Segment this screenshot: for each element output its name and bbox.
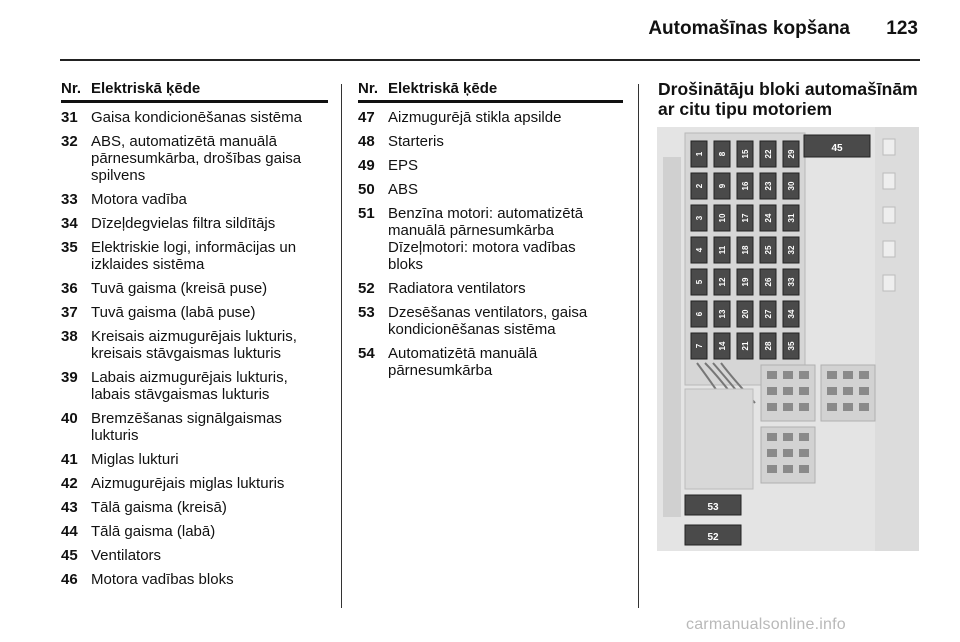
table-row — [61, 133, 328, 184]
relay-pin — [799, 433, 809, 441]
column-header-nr: Nr. — [61, 80, 82, 97]
housing-clip — [883, 241, 895, 257]
table-row — [61, 547, 328, 564]
fuse-slot-label: 1 — [695, 151, 704, 157]
fuse-slot-label: 18 — [741, 245, 750, 255]
table-row — [61, 328, 328, 362]
relay-pin — [827, 371, 837, 379]
table-row — [358, 280, 623, 297]
circuit-description — [91, 499, 328, 516]
fuse-number: 41 — [61, 451, 78, 468]
fuse-number: 42 — [61, 475, 78, 492]
circuit-description-line: Starteris — [388, 133, 444, 150]
fuse-slot-label: 19 — [741, 277, 750, 287]
fuse-slot-label: 31 — [787, 213, 796, 223]
fuse-slot-label: 11 — [718, 245, 727, 255]
fuse-number: 54 — [358, 345, 375, 362]
circuit-description-line: Tālā gaisma (labā) — [91, 523, 216, 540]
housing-clip — [883, 275, 895, 291]
relay-pin — [799, 449, 809, 457]
fuse-slot-label: 4 — [695, 247, 704, 253]
table-row — [358, 133, 623, 150]
relay-pin — [859, 403, 869, 411]
big-fuse-label: 45 — [831, 143, 843, 154]
table-row — [61, 109, 328, 126]
fuse-slot-label: 3 — [695, 215, 704, 221]
relay-pin — [799, 387, 809, 395]
fuse-number: 45 — [61, 547, 78, 564]
circuit-description-line: Tālā gaisma (kreisā) — [91, 499, 227, 516]
fuse-slot-label: 20 — [741, 309, 750, 319]
circuit-description — [91, 571, 328, 588]
page-header-title: Automašīnas kopšana — [648, 18, 850, 39]
housing-edge — [663, 157, 681, 517]
circuit-description-line: bloks — [388, 256, 424, 273]
relay-pin — [783, 465, 793, 473]
circuit-description — [91, 369, 328, 403]
table-header — [358, 80, 623, 103]
table-row — [61, 410, 328, 444]
table-row — [61, 191, 328, 208]
fuse-slot-label: 15 — [741, 149, 750, 159]
circuit-description-line: kondicionēšanas sistēma — [388, 321, 556, 338]
relay-pin — [783, 371, 793, 379]
fuse-number: 43 — [61, 499, 78, 516]
fuse-number: 44 — [61, 523, 78, 540]
fuse-number: 48 — [358, 133, 375, 150]
fuse-number: 46 — [61, 571, 78, 588]
circuit-description — [91, 280, 328, 297]
table-header — [61, 80, 328, 103]
circuit-description-line: Dzesēšanas ventilators, gaisa — [388, 304, 588, 321]
fuse-number: 51 — [358, 205, 375, 222]
table-row — [61, 304, 328, 321]
circuit-description-line: kreisais stāvgaismas lukturis — [91, 345, 282, 362]
circuit-description — [91, 328, 328, 362]
circuit-description-line: Aizmugurējais miglas lukturis — [91, 475, 285, 492]
circuit-description-line: Dīzeļdegvielas filtra sildītājs — [91, 215, 276, 232]
circuit-description-line: Kreisais aizmugurējais lukturis, — [91, 328, 297, 345]
relay-pin — [767, 433, 777, 441]
circuit-description — [388, 181, 623, 198]
table-row — [358, 304, 623, 338]
relay-pin — [767, 465, 777, 473]
circuit-description-line: Ventilators — [91, 547, 162, 564]
circuit-description-line: Gaisa kondicionēšanas sistēma — [91, 109, 302, 126]
relay-pin — [827, 387, 837, 395]
fuse-number: 36 — [61, 280, 78, 297]
relay-pin — [767, 387, 777, 395]
circuit-description-line: Automatizētā manuālā — [388, 345, 538, 362]
watermark: carmanualsonline.info — [686, 616, 846, 633]
circuit-description-line: Labais aizmugurējais lukturis, — [91, 369, 288, 386]
housing-clip — [883, 173, 895, 189]
fuse-number: 49 — [358, 157, 375, 174]
circuit-description-line: Elektriskie logi, informācijas un — [91, 239, 297, 256]
fuse-slot-label: 10 — [718, 213, 727, 223]
fuse-number: 40 — [61, 410, 78, 427]
fuse-slot-label: 12 — [718, 277, 727, 287]
column-divider-left — [341, 84, 342, 608]
fuse-number: 39 — [61, 369, 78, 386]
fuse-slot-label: 21 — [741, 341, 750, 351]
circuit-description-line: Aizmugurējā stikla apsilde — [388, 109, 562, 126]
fuse-slot-label: 32 — [787, 245, 796, 255]
relay-pin — [799, 371, 809, 379]
table-row — [358, 205, 623, 273]
section-heading-line: ar citu tipu motoriem — [658, 99, 833, 119]
fuse-box-diagram — [657, 127, 919, 551]
fuse-slot-label: 29 — [787, 149, 796, 159]
circuit-description — [388, 280, 623, 297]
circuit-description — [91, 475, 328, 492]
circuit-description-line: manuālā pārnesumkārba — [388, 222, 554, 239]
circuit-description-line: Motora vadība — [91, 191, 187, 208]
circuit-description — [91, 239, 328, 273]
circuit-description — [388, 109, 623, 126]
fuse-slot-label: 23 — [764, 181, 773, 191]
circuit-description-line: Benzīna motori: automatizētā — [388, 205, 584, 222]
fuse-number: 33 — [61, 191, 78, 208]
circuit-description-line: ABS, automatizētā manuālā — [91, 133, 277, 150]
fuse-slot-label: 30 — [787, 181, 796, 191]
circuit-description — [91, 133, 328, 184]
fuse-slot-label: 34 — [787, 309, 796, 319]
circuit-description — [388, 304, 623, 338]
fuse-slot-label: 13 — [718, 309, 727, 319]
connector-block — [685, 389, 753, 489]
fuse-number: 38 — [61, 328, 78, 345]
fuse-slot-label: 27 — [764, 309, 773, 319]
relay-pin — [783, 387, 793, 395]
fuse-52-label: 52 — [707, 532, 719, 543]
relay-pin — [859, 371, 869, 379]
fuse-slot-label: 9 — [718, 183, 727, 189]
fuse-slot-label: 17 — [741, 213, 750, 223]
relay-pin — [767, 403, 777, 411]
circuit-description-line: lukturis — [91, 427, 139, 444]
fuse-slot-label: 2 — [695, 183, 704, 189]
circuit-description — [91, 304, 328, 321]
fuse-slot-label: 24 — [764, 213, 773, 223]
circuit-description-line: ABS — [388, 181, 419, 198]
circuit-description — [388, 157, 623, 174]
table-row — [61, 369, 328, 403]
circuit-description — [91, 547, 328, 564]
header-divider — [60, 59, 920, 61]
fuse-slot-label: 16 — [741, 181, 750, 191]
relay-pin — [767, 371, 777, 379]
circuit-description — [91, 191, 328, 208]
circuit-description — [388, 345, 623, 379]
fuse-number: 37 — [61, 304, 78, 321]
fuse-number: 34 — [61, 215, 78, 232]
fuse-slot-label: 7 — [695, 343, 704, 349]
table-row — [358, 157, 623, 174]
fuse-slot-label: 6 — [695, 311, 704, 317]
relay-pin — [843, 403, 853, 411]
fuse-table-middle — [358, 80, 623, 379]
table-row — [61, 523, 328, 540]
relay-pin — [859, 387, 869, 395]
circuit-description — [388, 205, 623, 273]
column-header-circuit: Elektriskā ķēde — [388, 80, 498, 97]
circuit-description-line: Tuvā gaisma (labā puse) — [91, 304, 256, 321]
circuit-description — [91, 523, 328, 540]
housing-side — [875, 127, 919, 551]
circuit-description — [388, 133, 623, 150]
fuse-53-label: 53 — [707, 502, 719, 513]
relay-pin — [843, 371, 853, 379]
circuit-description-line: Bremzēšanas signālgaismas — [91, 410, 282, 427]
table-row — [61, 280, 328, 297]
relay-pin — [827, 403, 837, 411]
circuit-description-line: spilvens — [91, 167, 146, 184]
fuse-slot-label: 8 — [718, 151, 727, 157]
section-heading-line: Drošinātāju bloki automašīnām — [658, 79, 918, 99]
fuse-number: 47 — [358, 109, 375, 126]
relay-pin — [799, 403, 809, 411]
circuit-description-line: EPS — [388, 157, 419, 174]
circuit-description-line: Motora vadības bloks — [91, 571, 234, 588]
relay-pin — [767, 449, 777, 457]
fuse-slot-label: 35 — [787, 341, 796, 351]
fuse-slot-label: 5 — [695, 279, 704, 285]
table-row — [61, 215, 328, 232]
table-row — [358, 109, 623, 126]
fuse-number: 52 — [358, 280, 375, 297]
fuse-slot-label: 14 — [718, 341, 727, 351]
fuse-slot-label: 33 — [787, 277, 796, 287]
housing-clip — [883, 207, 895, 223]
table-row — [61, 451, 328, 468]
section-heading — [658, 79, 928, 119]
circuit-description-line: izklaides sistēma — [91, 256, 205, 273]
fuse-table-left — [61, 80, 328, 588]
fuse-number: 31 — [61, 109, 78, 126]
relay-pin — [783, 433, 793, 441]
relay-pin — [783, 449, 793, 457]
circuit-description-line: pārnesumkārba, drošības gaisa — [91, 150, 302, 167]
fuse-slot-label: 28 — [764, 341, 773, 351]
table-row — [358, 181, 623, 198]
fuse-slot-label: 26 — [764, 277, 773, 287]
circuit-description-line: Tuvā gaisma (kreisā puse) — [91, 280, 268, 297]
circuit-description-line: Radiatora ventilators — [388, 280, 526, 297]
fuse-slot-label: 25 — [764, 245, 773, 255]
circuit-description-line: labais stāvgaismas lukturis — [91, 386, 270, 403]
relay-pin — [783, 403, 793, 411]
table-row — [61, 499, 328, 516]
column-divider-right — [638, 84, 639, 608]
page-number: 123 — [886, 18, 918, 39]
fuse-number: 53 — [358, 304, 375, 321]
table-row — [61, 571, 328, 588]
table-row — [358, 345, 623, 379]
circuit-description — [91, 109, 328, 126]
relay-pin — [799, 465, 809, 473]
circuit-description-line: pārnesumkārba — [388, 362, 493, 379]
circuit-description — [91, 215, 328, 232]
housing-clip — [883, 139, 895, 155]
fuse-number: 50 — [358, 181, 375, 198]
relay-pin — [843, 387, 853, 395]
circuit-description-line: Miglas lukturi — [91, 451, 179, 468]
column-header-circuit: Elektriskā ķēde — [91, 80, 201, 97]
fuse-number: 35 — [61, 239, 78, 256]
fuse-grid — [691, 141, 799, 359]
fuse-number: 32 — [61, 133, 78, 150]
table-row — [61, 239, 328, 273]
circuit-description-line: Dīzeļmotori: motora vadības — [388, 239, 576, 256]
column-header-nr: Nr. — [358, 80, 379, 97]
fuse-slot-label: 22 — [764, 149, 773, 159]
circuit-description — [91, 410, 328, 444]
table-row — [61, 475, 328, 492]
circuit-description — [91, 451, 328, 468]
